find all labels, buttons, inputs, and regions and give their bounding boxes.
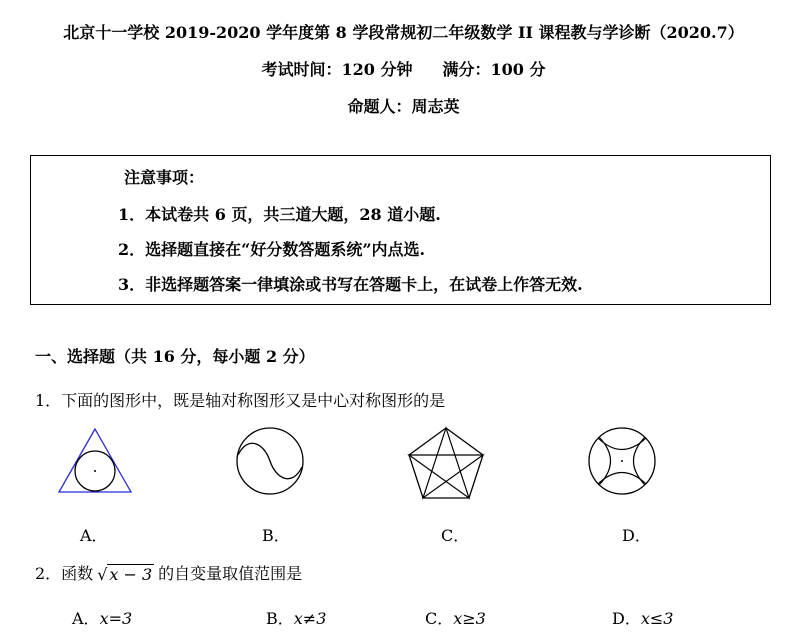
question-2-text: [35, 561, 302, 584]
option-d-label: D．: [622, 526, 651, 545]
option-b-label: B．: [262, 526, 290, 545]
option-a-label: A．: [80, 526, 108, 545]
sqrt-expression: [97, 565, 154, 584]
sqrt-radicand: x − 3: [109, 565, 153, 584]
notice-heading: 注意事项：: [124, 168, 205, 187]
question-1-text: 1．下面的图形中，既是轴对称图形又是中心对称图形的是: [35, 391, 446, 410]
figure-b-circle-s-curve: [234, 425, 306, 497]
exam-author: 命题人：周志英: [347, 97, 460, 116]
figure-d-circle-arcs: [586, 425, 658, 497]
notice-item: 1．本试卷共 6 页，共三道大题，28 道小题.: [118, 205, 441, 224]
figure-a-triangle-circle: [55, 425, 135, 497]
notice-item: 3．非选择题答案一律填涂或书写在答题卡上，在试卷上作答无效.: [118, 275, 583, 294]
exam-time-score: [0, 57, 807, 80]
notice-box: [30, 155, 771, 305]
exam-full-score: 满分：100 分: [442, 60, 546, 79]
question-2-prefix: 2．函数: [35, 564, 94, 583]
option-c-label: C．: [441, 526, 470, 545]
answer-option-b: B．x≠3: [266, 609, 327, 628]
notice-item: 2．选择题直接在“好分数答题系统”内点选.: [118, 240, 426, 259]
question-2-suffix: 的自变量取值范围是: [158, 564, 303, 583]
answer-option-c: C．x≥3: [425, 609, 486, 628]
figure-c-pentagram: [405, 425, 487, 501]
exam-time: 考试时间：120 分钟: [261, 60, 413, 79]
section-title: 一、选择题（共 16 分，每小题 2 分）: [35, 347, 315, 366]
answer-option-d: D．x≤3: [612, 609, 674, 628]
answer-option-a: A．x=3: [72, 609, 133, 628]
exam-title: 北京十一学校 2019-2020 学年度第 8 学段常规初二年级数学 II 课程教与学诊断（2020.7）: [63, 23, 744, 42]
sqrt-icon: √: [97, 565, 108, 584]
